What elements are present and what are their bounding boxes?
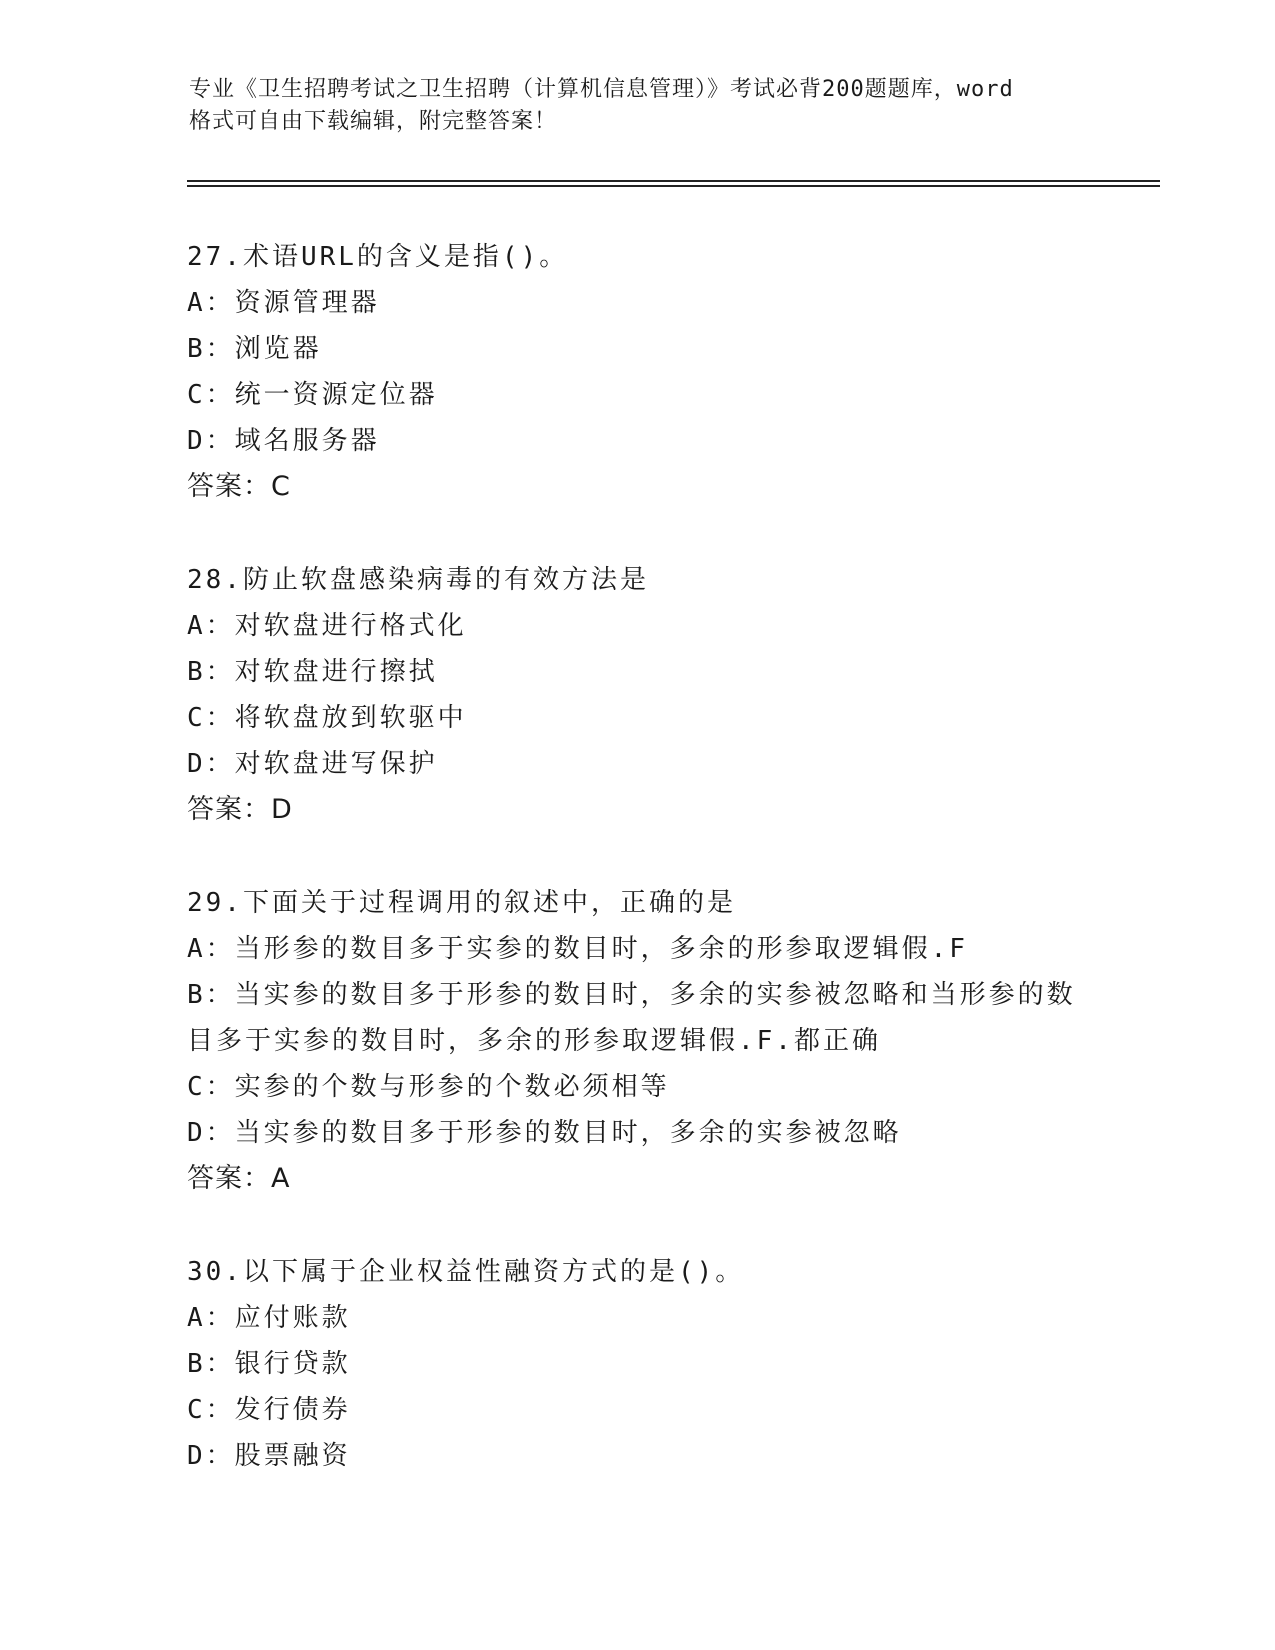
option-a: A：对软盘进行格式化 <box>187 611 467 641</box>
header-title-line-1: 专业《卫生招聘考试之卫生招聘（计算机信息管理）》考试必背200题题库，word <box>189 77 1014 102</box>
option-c: C：统一资源定位器 <box>187 380 438 410</box>
question-stem: 29.下面关于过程调用的叙述中，正确的是 <box>187 888 736 918</box>
option-b: B：当实参的数目多于形参的数目时，多余的实参被忽略和当形参的数 <box>187 980 1076 1010</box>
question-29 <box>187 880 1147 1202</box>
option-c: C：实参的个数与形参的个数必须相等 <box>187 1072 670 1102</box>
header-title-line-2: 格式可自由下载编辑，附完整答案！ <box>189 109 558 134</box>
option-d: D：当实参的数目多于形参的数目时，多余的实参被忽略 <box>187 1118 902 1148</box>
answer-label: 答案： <box>187 794 271 825</box>
question-28 <box>187 557 1147 833</box>
option-b: B：浏览器 <box>187 334 322 364</box>
question-stem: 27.术语URL的含义是指()。 <box>187 242 569 272</box>
header-divider-bottom <box>187 185 1160 187</box>
option-b: B：对软盘进行擦拭 <box>187 657 438 687</box>
option-d: D：股票融资 <box>187 1441 351 1471</box>
answer-value: D <box>271 794 293 825</box>
option-a: A：资源管理器 <box>187 288 380 318</box>
option-b-continued: 目多于实参的数目时，多余的形参取逻辑假.F.都正确 <box>187 1026 881 1056</box>
question-stem: 28.防止软盘感染病毒的有效方法是 <box>187 565 649 595</box>
question-30 <box>187 1249 1147 1479</box>
answer-line <box>187 1156 1147 1202</box>
answer-label: 答案： <box>187 471 271 502</box>
answer-label: 答案： <box>187 1163 271 1194</box>
header-divider-top <box>187 180 1160 182</box>
option-d: D：域名服务器 <box>187 426 380 456</box>
question-stem: 30.以下属于企业权益性融资方式的是()。 <box>187 1257 745 1287</box>
option-c: C：将软盘放到软驱中 <box>187 703 467 733</box>
document-header <box>189 74 1109 138</box>
answer-value: A <box>271 1163 291 1194</box>
answer-line <box>187 464 1147 510</box>
question-list <box>187 234 1147 1526</box>
option-b: B：银行贷款 <box>187 1349 351 1379</box>
answer-value: C <box>271 471 291 502</box>
option-a: A：当形参的数目多于实参的数目时，多余的形参取逻辑假.F <box>187 934 968 964</box>
question-27 <box>187 234 1147 510</box>
option-c: C：发行债券 <box>187 1395 351 1425</box>
option-a: A：应付账款 <box>187 1303 351 1333</box>
option-d: D：对软盘进写保护 <box>187 749 438 779</box>
answer-line <box>187 787 1147 833</box>
